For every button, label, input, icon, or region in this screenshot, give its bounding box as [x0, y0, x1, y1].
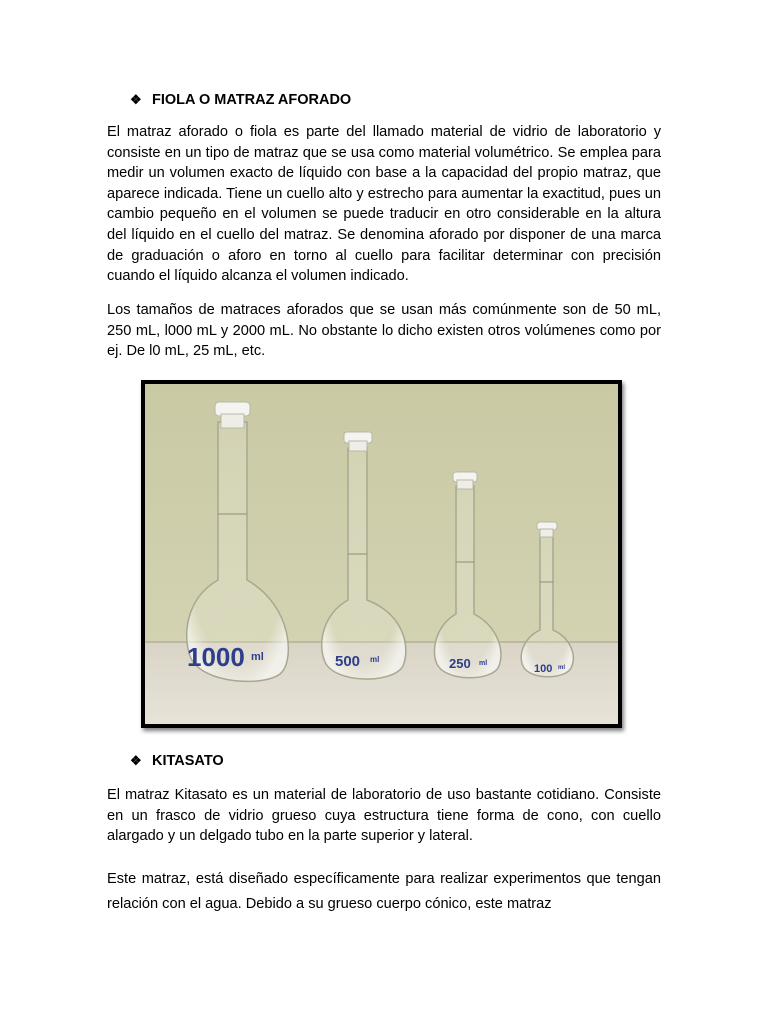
heading-text: FIOLA O MATRAZ AFORADO	[152, 92, 352, 108]
paragraph-fiola-sizes: Los tamaños de matraces aforados que se usan más comúnmente son de 50 mL, 250 mL, l000 mL y 2000 mL. No obstante lo dicho existen otros volúmenes como por ej. De l0 mL, 25 mL, etc.	[107, 302, 661, 360]
paragraph-kitasato-use: Este matraz, está diseñado específicamente para realizar experimentos que tengan relación con el agua. Debido a su grueso cuerpo cónico, este matraz	[107, 871, 661, 912]
section-heading-fiola	[130, 92, 351, 108]
volumetric-flasks-photo	[141, 380, 622, 728]
heading-text: KITASATO	[152, 753, 224, 769]
flask-1000-unit: ml	[251, 651, 264, 663]
flask-250-number: 250	[449, 656, 471, 671]
flask-500-number: 500	[335, 653, 361, 670]
flask-100-number: 100	[534, 663, 553, 675]
paragraph-kitasato-description: El matraz Kitasato es un material de laboratorio de uso bastante cotidiano. Consiste en un frasco de vidrio grueso cuya estructura tiene forma de cono, con cuello alargado y un delgado tubo en la parte superior y lateral.	[107, 787, 661, 845]
section-heading-kitasato	[130, 753, 224, 769]
diamond-bullet-icon: ❖	[130, 92, 142, 107]
diamond-bullet-icon: ❖	[130, 753, 142, 768]
flask-1000-number: 1000	[187, 642, 245, 672]
flask-500-unit: ml	[370, 655, 380, 664]
flask-250-unit: ml	[479, 660, 488, 667]
flask-100-unit: ml	[558, 665, 566, 671]
paragraph-fiola-description: El matraz aforado o fiola es parte del llamado material de vidrio de laboratorio y consiste en un tipo de matraz que se usa como material volumétrico. Se emplea para medir un volumen exacto de líquido con base a la capacidad del propio matraz, que aparece indicada. Tiene un cuello alto y estrecho para aumentar la exactitud, pues un cambio pequeño en el volumen se puede traducir en otro considerable en la altura del líquido en el cuello del matraz. Se denomina aforado por disponer de una marca de graduación o aforo en torno al cuello para facilitar determinar con precisión cuando el líquido alcanza el volumen indicado.	[107, 124, 661, 285]
